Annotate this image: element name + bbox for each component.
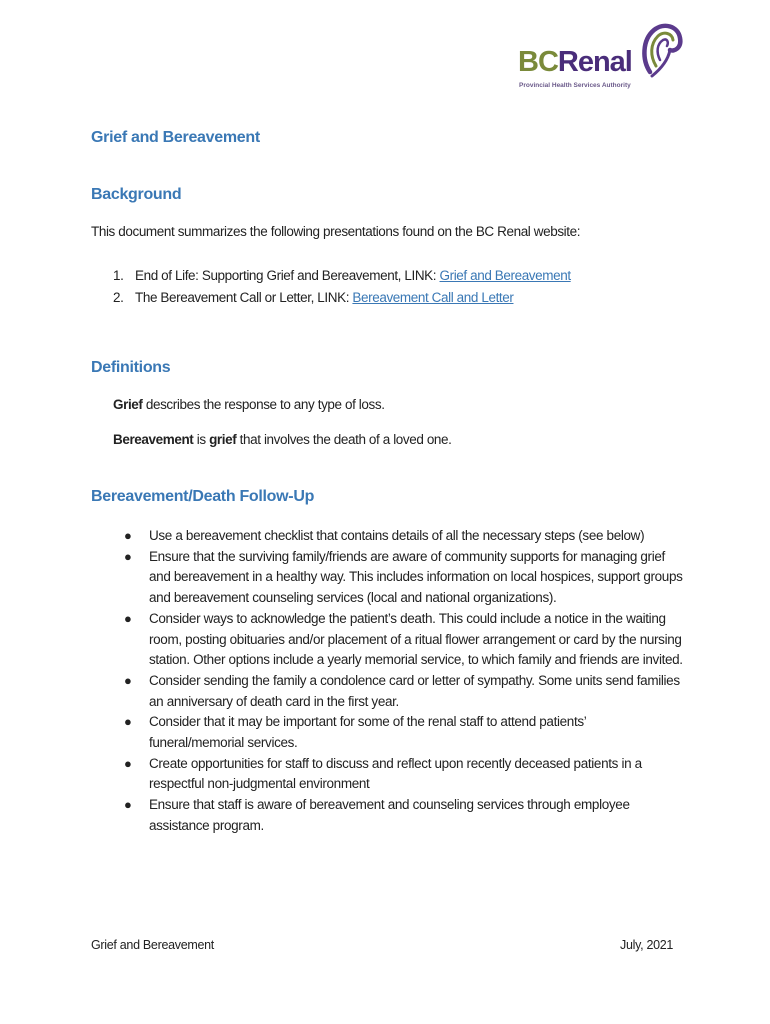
bullet-text: Use a bereavement checklist that contains details of all the necessary steps (see below) xyxy=(149,528,645,543)
bullet-text: Ensure that staff is aware of bereavement and counseling services through employee assistance program. xyxy=(149,797,630,833)
bullet-icon: ● xyxy=(124,714,132,730)
bereavement-grief-term: grief xyxy=(209,432,237,447)
grief-bereavement-link[interactable]: Grief and Bereavement xyxy=(439,268,571,283)
bullet-icon: ● xyxy=(124,672,132,688)
bullet-icon: ● xyxy=(124,548,132,564)
background-intro: This document summarizes the following presentations found on the BC Renal website: xyxy=(91,224,581,239)
list-item xyxy=(124,671,684,712)
bullet-icon: ● xyxy=(124,528,132,543)
bereavement-call-letter-link[interactable]: Bereavement Call and Letter xyxy=(352,290,514,305)
list-number: 1. xyxy=(113,268,124,283)
grief-term: Grief xyxy=(113,397,143,412)
list-number: 2. xyxy=(113,290,124,305)
list-item xyxy=(113,265,571,287)
background-heading: Background xyxy=(91,186,182,203)
followup-bullet-list xyxy=(124,526,684,837)
logo-bc-text: BC xyxy=(518,46,558,78)
list-item xyxy=(124,609,684,671)
bullet-icon: ● xyxy=(124,797,132,813)
grief-definition-text: describes the response to any type of loss. xyxy=(142,397,385,412)
bullet-text: Consider that it may be important for some of the renal staff to attend patients’ funeral/memorial services. xyxy=(149,714,586,751)
bereavement-term: Bereavement xyxy=(113,432,194,447)
list-item xyxy=(124,795,684,836)
footer-left: Grief and Bereavement xyxy=(91,938,214,952)
bullet-text: Consider sending the family a condolence card or letter of sympathy. Some units send families an anniversary of death card in the first year. xyxy=(149,672,680,709)
presentation-list xyxy=(113,265,571,309)
kidney-ear-logo-icon xyxy=(636,20,686,82)
logo-wordmark xyxy=(518,48,632,77)
bullet-text: Ensure that the surviving family/friends are aware of community supports for managing grief and bereavement in a healthy way. This includes information on local hospices, support groups and bereavement counseling services (local and national organizations). xyxy=(149,548,683,606)
bullet-text: Consider ways to acknowledge the patient’s death. This could include a notice in the waiting room, posting obituaries and/or placement of a ritual flower arrangement or card by the nursing station. Other options include a yearly memorial service, to which family and friends are invited. xyxy=(149,610,683,668)
definitions-heading: Definitions xyxy=(91,359,171,376)
list-item xyxy=(113,287,571,309)
document-title: Grief and Bereavement xyxy=(91,129,260,146)
bullet-icon: ● xyxy=(124,755,132,771)
footer-date: July, 2021 xyxy=(620,938,674,952)
bullet-text: Create opportunities for staff to discuss and reflect upon recently deceased patients in a respectful non-judgmental environment xyxy=(149,755,642,792)
bereavement-definition xyxy=(113,432,452,447)
bc-renal-logo xyxy=(518,20,683,92)
list-item xyxy=(124,712,684,753)
bullet-icon: ● xyxy=(124,610,132,626)
list-item-text: End of Life: Supporting Grief and Bereavement, LINK: xyxy=(135,268,440,283)
logo-subtitle: Provincial Health Services Authority xyxy=(519,82,631,89)
list-item-text: The Bereavement Call or Letter, LINK: xyxy=(135,290,353,305)
bereavement-mid-text: is xyxy=(193,432,210,447)
list-item xyxy=(124,526,684,547)
list-item xyxy=(124,754,684,795)
bereavement-definition-text: that involves the death of a loved one. xyxy=(236,432,452,447)
followup-heading: Bereavement/Death Follow-Up xyxy=(91,488,315,505)
list-item xyxy=(124,547,684,609)
grief-definition xyxy=(113,397,385,412)
logo-renal-text: Renal xyxy=(557,46,632,78)
